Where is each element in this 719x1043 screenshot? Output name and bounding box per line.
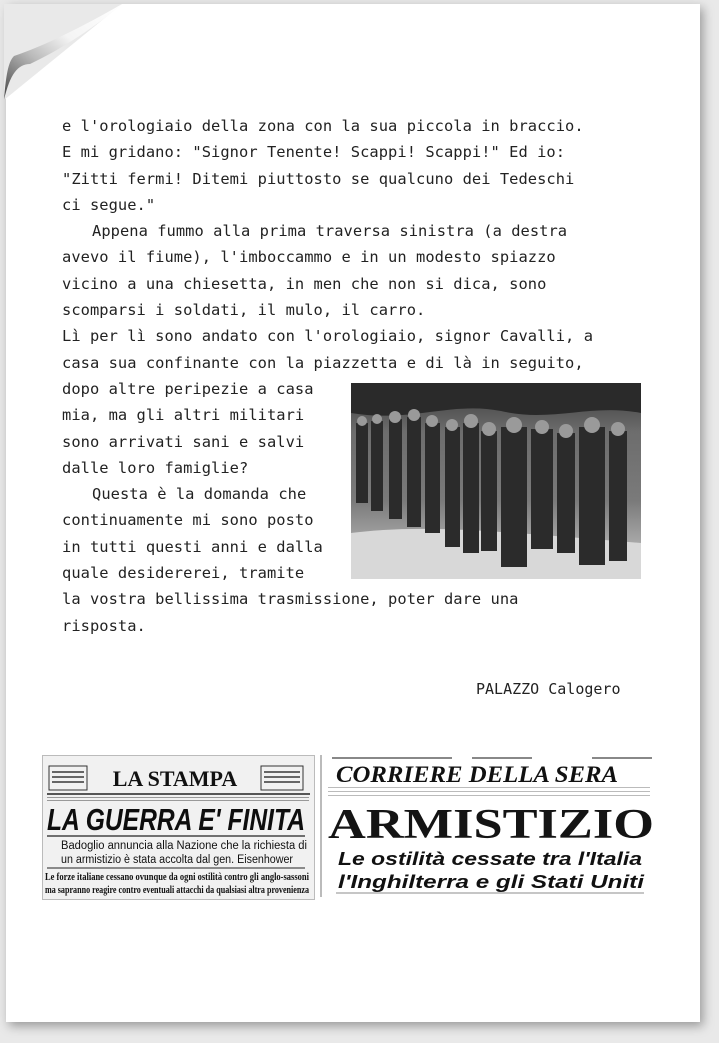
letter-line: e l'orologiaio della zona con la sua piccola in braccio.: [62, 117, 584, 135]
page-curl-icon: [4, 4, 122, 100]
letter-line: dalle loro famiglie?: [62, 458, 249, 477]
letter-line: risposta.: [62, 616, 146, 635]
stampa-subhead-2: un armistizio è stata accolta dal gen. Eisenhower: [61, 854, 294, 866]
soldiers-photo: [351, 383, 641, 579]
stampa-footline-1: Le forze italiane cessano ovunque da ogni ostilità contro gli anglo-sassoni: [45, 872, 310, 883]
corriere-della-sera-clipping: [320, 755, 656, 897]
letter-line: continuamente mi sono posto: [62, 511, 314, 530]
signature: PALAZZO Calogero: [476, 680, 621, 698]
corriere-headline: ARMISTIZIO: [328, 802, 654, 848]
letter-line: dopo altre peripezie a casa: [62, 379, 314, 398]
corriere-subhead-2: l'Inghilterra e gli Stati Uniti: [338, 872, 646, 892]
letter-line: E mi gridano: "Signor Tenente! Scappi! Scappi!" Ed io:: [62, 143, 566, 162]
letter-line: scomparsi i soldati, il mulo, il carro.: [62, 301, 426, 320]
letter-line: Appena fummo alla prima traversa sinistra (a destra: [92, 222, 568, 241]
la-stampa-clipping: [42, 755, 315, 900]
corriere-masthead: CORRIERE DELLA SERA: [336, 762, 618, 787]
letter-line: vicino a una chiesetta, in men che non si dica, sono: [62, 274, 547, 293]
letter-line: ci segue.": [62, 195, 156, 214]
letter-line: "Zitti fermi! Ditemi piuttosto se qualcuno dei Tedeschi: [62, 169, 575, 188]
stampa-footline-2: ma sapranno reagire contro eventuali attacchi da qualsiasi altra provenienza: [45, 885, 309, 896]
letter-line: casa sua confinante con la piazzetta e di là in seguito,: [62, 353, 584, 372]
letter-line: quale desidererei, tramite: [62, 564, 305, 583]
corriere-subhead-1: Le ostilità cessate tra l'Italia: [338, 849, 642, 869]
stampa-subhead-1: Badoglio annuncia alla Nazione che la richiesta di: [61, 840, 307, 852]
letter-line: sono arrivati sani e salvi: [62, 432, 305, 451]
letter-line: avevo il fiume), l'imboccammo e in un modesto spiazzo: [62, 248, 556, 267]
stampa-masthead: LA STAMPA: [112, 766, 238, 791]
letter-line: Questa è la domanda che: [92, 485, 307, 504]
letter-line: la vostra bellissima trasmissione, poter dare una: [62, 590, 519, 609]
letter-line: mia, ma gli altri militari: [62, 406, 305, 425]
stampa-headline: LA GUERRA E' FINITA: [47, 802, 305, 837]
letter-line: Lì per lì sono andato con l'orologiaio, signor Cavalli, a: [62, 327, 594, 346]
letter-line: in tutti questi anni e dalla: [62, 537, 323, 556]
